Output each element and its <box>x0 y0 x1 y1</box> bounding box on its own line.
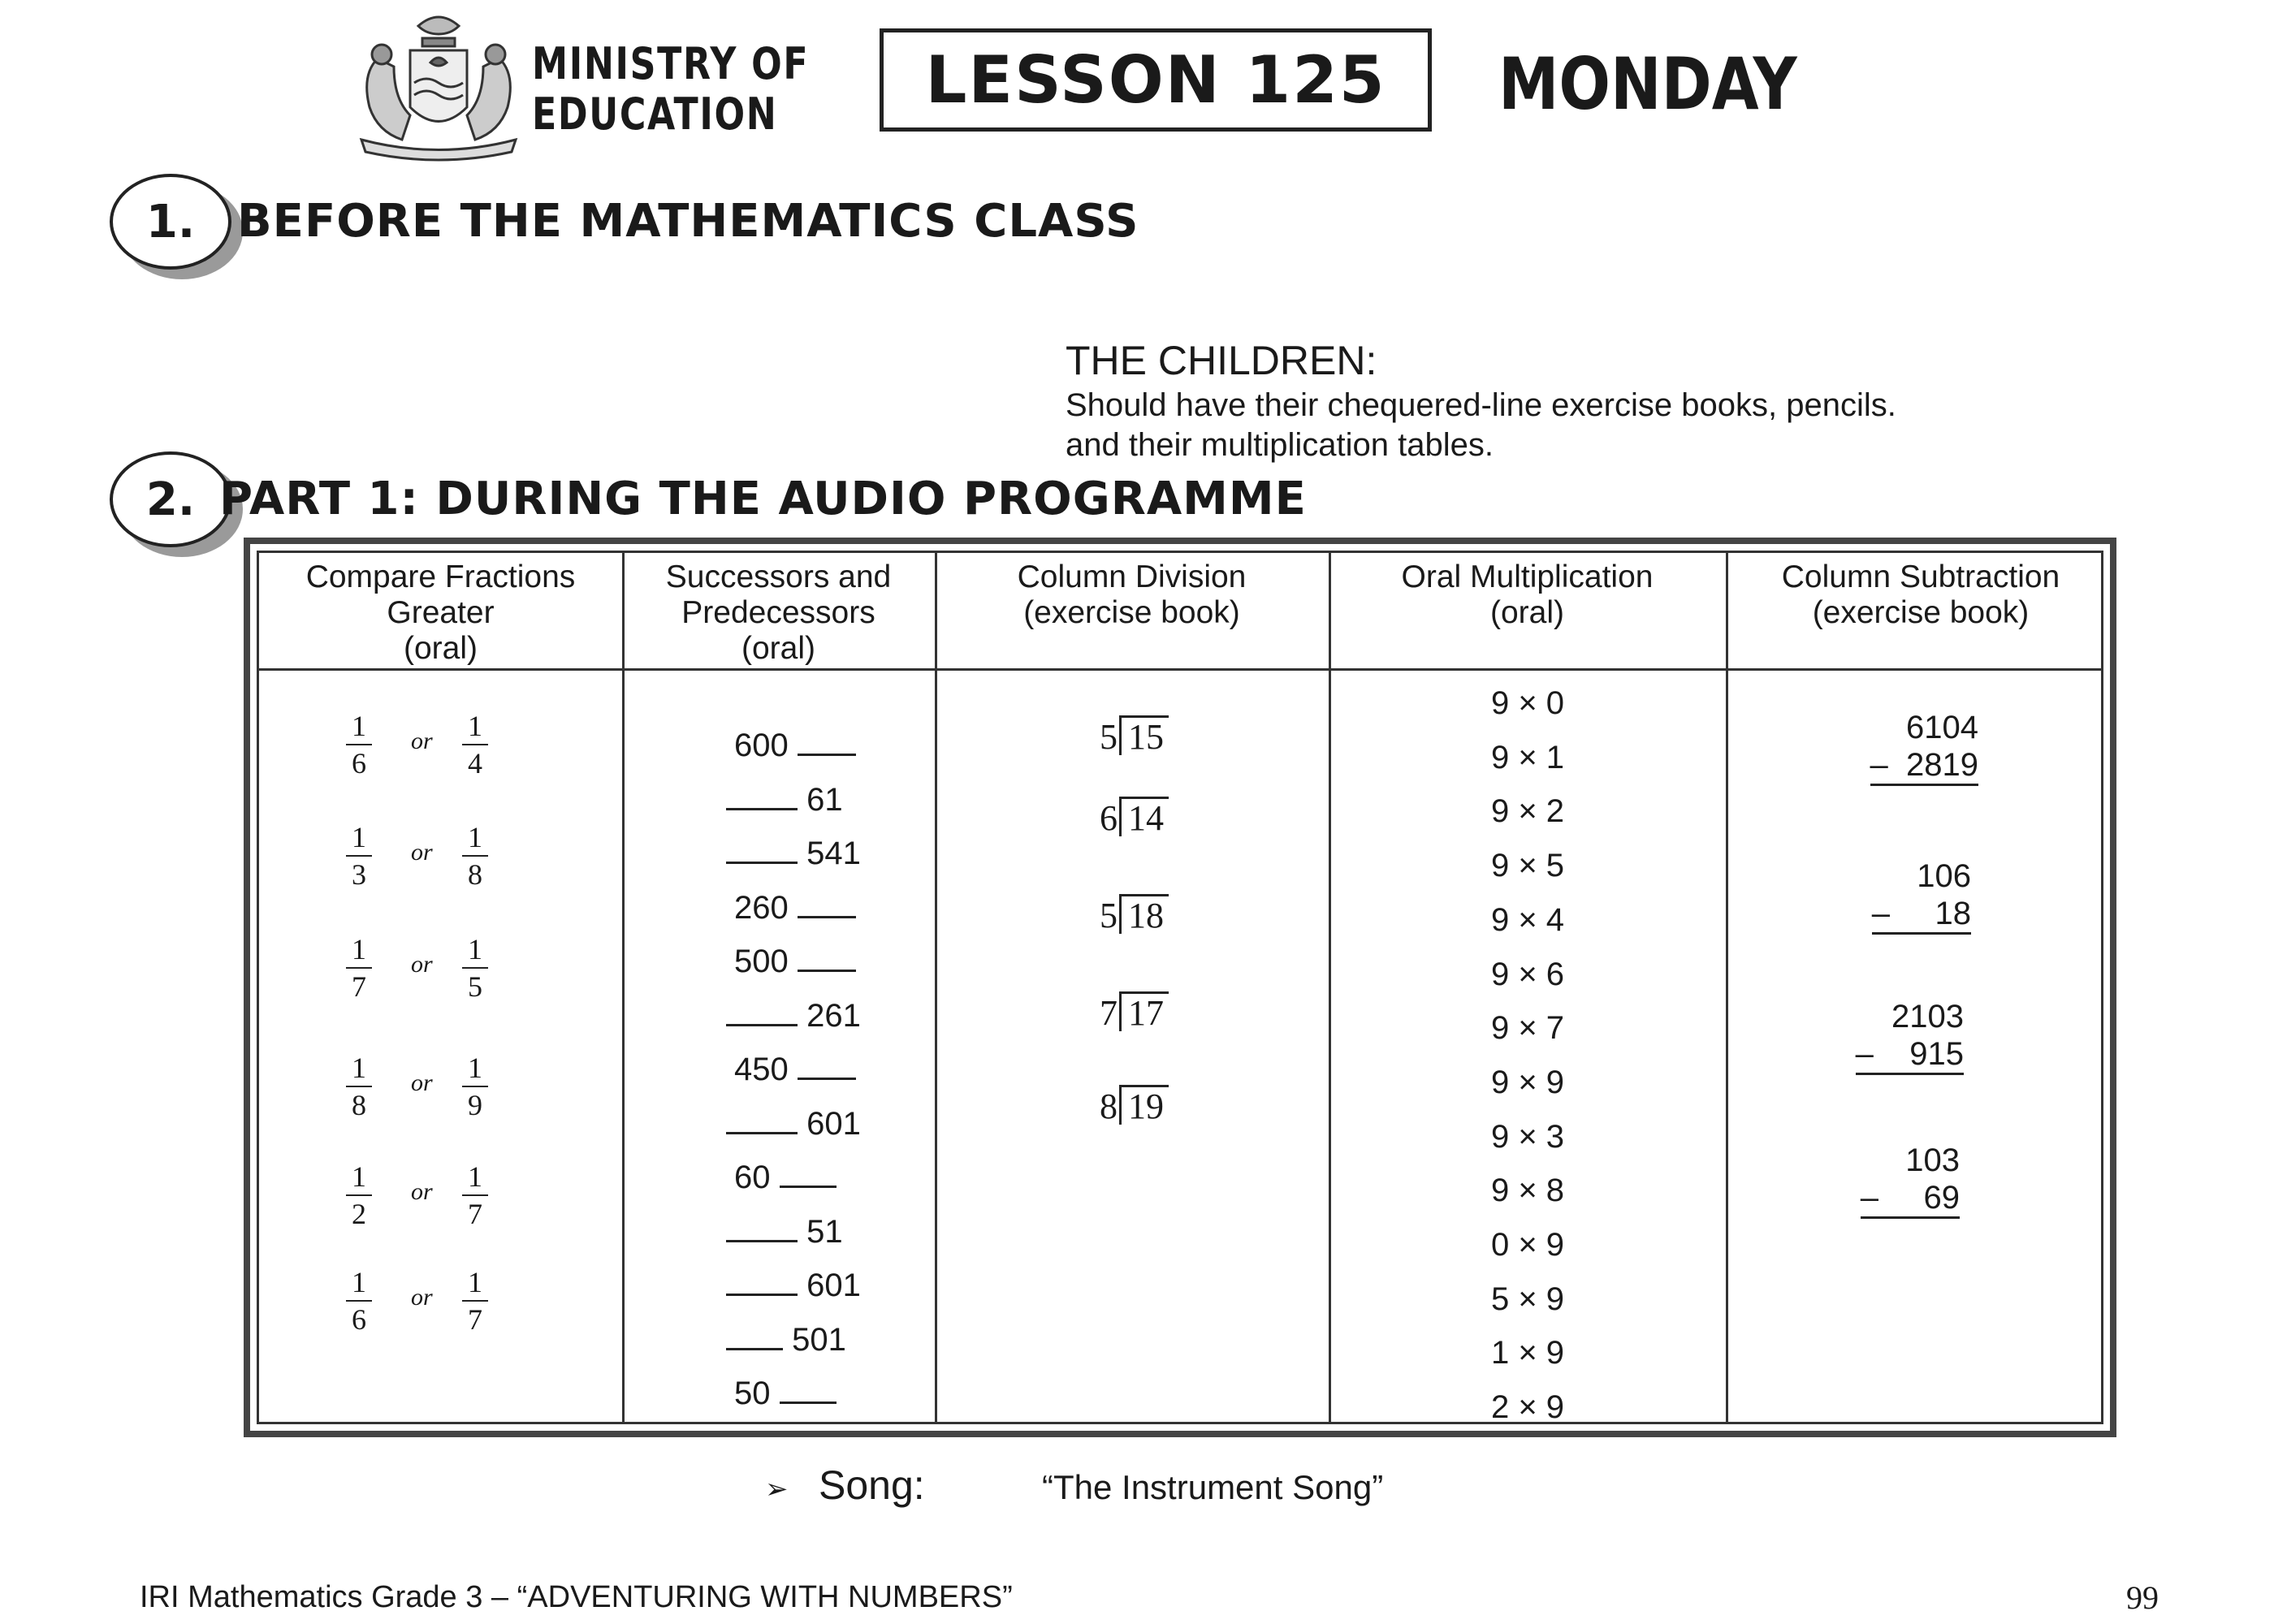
multiplication-fact: 0 × 9 <box>1490 1227 1565 1263</box>
answer-blank <box>726 808 798 810</box>
successor-item <box>734 1160 837 1196</box>
fraction <box>346 823 372 889</box>
numerator: 1 <box>352 1052 366 1084</box>
or-word: or <box>411 1178 433 1205</box>
header-line: Compare Fractions <box>305 559 576 594</box>
header-line: Greater <box>387 595 495 630</box>
number: 601 <box>806 1105 861 1142</box>
header-line: Predecessors <box>681 595 875 630</box>
successor-item <box>726 836 861 872</box>
divisor: 5 <box>1100 896 1118 935</box>
denominator: 8 <box>352 1089 366 1121</box>
successor-item <box>734 728 856 764</box>
number: 261 <box>806 997 861 1034</box>
page-number: 99 <box>2126 1579 2159 1616</box>
fraction <box>462 1162 488 1229</box>
denominator: 8 <box>468 858 482 891</box>
subtraction-problem <box>1861 1142 1960 1219</box>
minuend: 103 <box>1905 1142 1960 1178</box>
coat-of-arms-icon <box>345 10 532 164</box>
column-divider <box>1726 553 1728 1422</box>
song-title: “The Instrument Song” <box>1042 1468 1384 1506</box>
song-label: Song: <box>819 1462 925 1508</box>
successor-item <box>726 1322 846 1358</box>
numerator: 1 <box>468 1160 482 1193</box>
long-division-problem <box>1100 991 1169 1034</box>
numerator: 1 <box>352 821 366 853</box>
section-2-title: PART 1: DURING THE AUDIO PROGRAMME <box>219 473 1307 525</box>
subtraction-problem <box>1872 857 1971 935</box>
denominator: 6 <box>352 1303 366 1336</box>
header-line: (exercise book) <box>1812 595 2030 630</box>
song-bullet-icon: ➢ <box>765 1474 789 1505</box>
multiplication-fact: 9 × 9 <box>1490 1064 1565 1100</box>
activity-table <box>244 538 2116 1437</box>
long-division-problem <box>1100 1085 1169 1127</box>
successor-item <box>726 1268 861 1304</box>
dividend: 14 <box>1119 797 1169 836</box>
number: 500 <box>734 944 789 979</box>
or-word: or <box>411 728 433 754</box>
fraction-bar <box>462 1300 488 1302</box>
fraction-bar <box>346 744 372 745</box>
number: 601 <box>806 1268 861 1303</box>
or-word: or <box>411 839 433 866</box>
column-divider <box>1329 553 1331 1422</box>
numerator: 1 <box>352 1160 366 1193</box>
section-1-number: 1. <box>110 174 231 270</box>
ministry-line-2: EDUCATION <box>532 89 778 140</box>
subtraction-problem <box>1856 998 1964 1075</box>
successor-item <box>734 1052 856 1088</box>
answer-blank <box>798 1078 856 1080</box>
or-word: or <box>411 951 433 978</box>
denominator: 6 <box>352 747 366 780</box>
numerator: 1 <box>468 710 482 742</box>
multiplication-fact: 9 × 8 <box>1490 1173 1565 1209</box>
ministry-name <box>532 39 809 140</box>
fraction <box>346 1162 372 1229</box>
denominator: 3 <box>352 858 366 891</box>
number: 61 <box>806 781 843 818</box>
successor-item <box>734 1376 837 1412</box>
dividend: 17 <box>1119 991 1169 1031</box>
fraction-bar <box>462 967 488 969</box>
number: 51 <box>806 1213 843 1250</box>
fraction-bar <box>346 1194 372 1196</box>
section-2-number: 2. <box>110 451 231 547</box>
fraction <box>462 711 488 778</box>
fraction <box>462 1053 488 1120</box>
header-line: (oral) <box>1489 595 1564 630</box>
header-line: (oral) <box>741 631 815 666</box>
dividend: 15 <box>1119 715 1169 755</box>
long-division-problem <box>1100 797 1169 839</box>
column-divider <box>622 553 625 1422</box>
fraction-bar <box>346 855 372 857</box>
multiplication-fact: 9 × 0 <box>1490 685 1565 721</box>
multiplication-fact: 2 × 9 <box>1490 1389 1565 1426</box>
long-division-problem <box>1100 715 1169 758</box>
fraction <box>346 1053 372 1120</box>
number: 541 <box>806 836 861 871</box>
answer-blank <box>726 1348 783 1350</box>
denominator: 4 <box>468 747 482 780</box>
header-compare-fractions <box>259 559 622 667</box>
dividend: 18 <box>1119 894 1169 934</box>
answer-blank <box>780 1402 837 1404</box>
numerator: 1 <box>352 933 366 965</box>
ministry-line-1: MINISTRY OF <box>532 38 810 89</box>
divisor: 7 <box>1100 993 1118 1033</box>
denominator: 7 <box>352 970 366 1003</box>
denominator: 5 <box>468 970 482 1003</box>
numerator: 1 <box>468 1266 482 1298</box>
successor-item <box>726 782 843 818</box>
long-division-problem <box>1100 894 1169 936</box>
numerator: 1 <box>468 933 482 965</box>
answer-blank <box>726 1024 798 1026</box>
fraction-bar <box>346 1300 372 1302</box>
lesson-title: LESSON 125 <box>925 42 1386 118</box>
number: 260 <box>734 889 789 926</box>
subtrahend: – 2819 <box>1870 746 1978 786</box>
answer-blank <box>726 1240 798 1242</box>
header-column-division <box>935 559 1329 631</box>
multiplication-fact: 5 × 9 <box>1490 1281 1565 1317</box>
number: 501 <box>792 1321 846 1358</box>
children-line-2: and their multiplication tables. <box>1066 427 1494 463</box>
header-line: Column Subtraction <box>1781 559 2060 594</box>
number: 600 <box>734 728 789 763</box>
successor-item <box>734 890 856 926</box>
multiplication-fact: 9 × 1 <box>1490 739 1565 775</box>
or-word: or <box>411 1069 433 1096</box>
header-line: Oral Multiplication <box>1401 559 1654 594</box>
subtraction-problem <box>1870 709 1978 786</box>
fraction <box>346 711 372 778</box>
section-1-title: BEFORE THE MATHEMATICS CLASS <box>237 195 1139 248</box>
children-line-1: Should have their chequered-line exercise books, pencils. <box>1066 387 1896 423</box>
multiplication-fact: 9 × 7 <box>1490 1010 1565 1047</box>
header-line: (oral) <box>403 631 478 666</box>
fraction <box>346 1268 372 1334</box>
denominator: 7 <box>468 1198 482 1230</box>
header-oral-multiplication <box>1329 559 1726 631</box>
header-divider <box>259 668 2101 671</box>
answer-blank <box>726 1294 798 1296</box>
header-line: (exercise book) <box>1023 595 1240 630</box>
fraction-bar <box>462 1194 488 1196</box>
successor-item <box>734 944 856 980</box>
column-divider <box>935 553 937 1422</box>
activity-table-body <box>257 551 2103 1424</box>
fraction-bar <box>346 967 372 969</box>
fraction-bar <box>462 744 488 745</box>
divisor: 5 <box>1100 717 1118 757</box>
successor-item <box>726 998 861 1034</box>
header-successors <box>622 559 935 667</box>
numerator: 1 <box>468 821 482 853</box>
day-label: MONDAY <box>1498 42 1797 126</box>
multiplication-fact: 1 × 9 <box>1490 1335 1565 1371</box>
answer-blank <box>798 916 856 918</box>
numerator: 1 <box>468 1052 482 1084</box>
number: 50 <box>734 1376 771 1411</box>
fraction-bar <box>462 1086 488 1087</box>
denominator: 9 <box>468 1089 482 1121</box>
number: 60 <box>734 1160 771 1195</box>
divisor: 8 <box>1100 1086 1118 1126</box>
header-line: Column Division <box>1017 559 1247 594</box>
multiplication-fact: 9 × 3 <box>1490 1118 1565 1155</box>
numerator: 1 <box>352 1266 366 1298</box>
footer-text: IRI Mathematics Grade 3 – “ADVENTURING WITH NUMBERS” <box>140 1580 1013 1614</box>
denominator: 2 <box>352 1198 366 1230</box>
minuend: 6104 <box>1906 710 1978 745</box>
multiplication-fact: 9 × 6 <box>1490 956 1565 992</box>
fraction <box>346 935 372 1001</box>
multiplication-fact: 9 × 4 <box>1490 901 1565 938</box>
children-heading: THE CHILDREN: <box>1066 338 1377 383</box>
fraction <box>462 823 488 889</box>
or-word: or <box>411 1284 433 1311</box>
fraction <box>462 935 488 1001</box>
answer-blank <box>726 1132 798 1134</box>
answer-blank <box>798 754 856 756</box>
header-line: Successors and <box>665 559 892 594</box>
successor-item <box>726 1106 861 1142</box>
successor-item <box>726 1214 843 1250</box>
answer-blank <box>780 1186 837 1188</box>
fraction-bar <box>462 855 488 857</box>
subtrahend: – 18 <box>1872 895 1971 935</box>
multiplication-fact: 9 × 5 <box>1490 848 1565 884</box>
numerator: 1 <box>352 710 366 742</box>
multiplication-fact: 9 × 2 <box>1490 793 1565 830</box>
number: 450 <box>734 1052 789 1087</box>
denominator: 7 <box>468 1303 482 1336</box>
lesson-title-box <box>880 28 1432 132</box>
dividend: 19 <box>1119 1085 1169 1125</box>
header-column-subtraction <box>1726 559 2116 631</box>
minuend: 106 <box>1917 858 1971 894</box>
subtrahend: – 915 <box>1856 1035 1964 1075</box>
fraction-bar <box>346 1086 372 1087</box>
answer-blank <box>726 862 798 864</box>
fraction <box>462 1268 488 1334</box>
divisor: 6 <box>1100 798 1118 838</box>
answer-blank <box>798 970 856 972</box>
minuend: 2103 <box>1891 999 1964 1034</box>
subtrahend: – 69 <box>1861 1179 1960 1219</box>
